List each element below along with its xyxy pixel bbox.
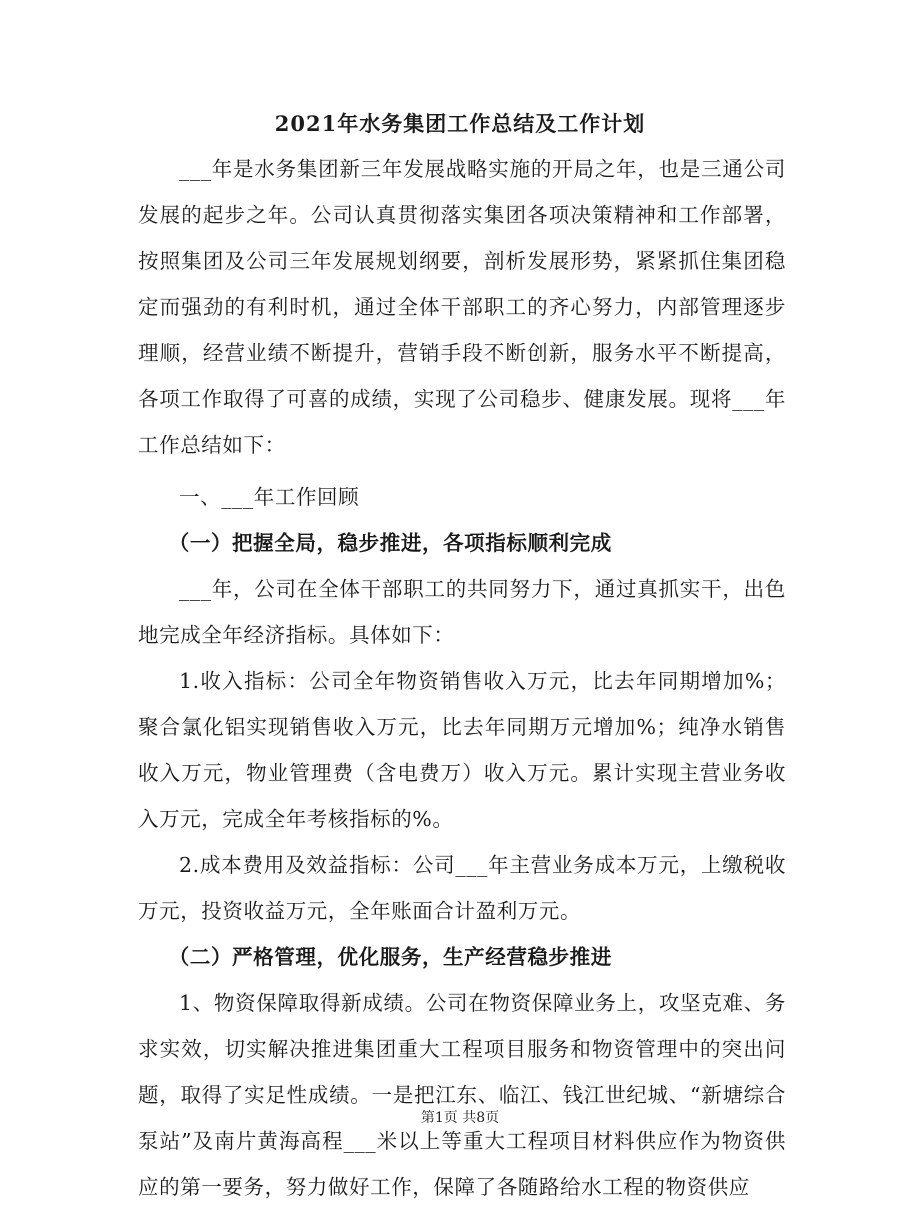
intro-paragraph: ___年是水务集团新三年发展战略实施的开局之年，也是三通公司发展的起步之年。公司认真贯彻落实集团各项决策精神和工作部署，按照集团及公司三年发展规划纲要，剖析发展形势，紧紧抓住集团稳定而强劲的有利时机，通过全体干部职工的齐心努力，内部管理逐步理顺，经营业绩不断提升，营销手段不断创新，服务水平不断提高，各项工作取得了可喜的成绩，实现了公司稳步、健康发展。现将___年工作总结如下：: [138, 157, 786, 457]
document-title: 2021年水务集团工作总结及工作计划: [274, 111, 646, 136]
subsection-heading-1: （一）把握全局，稳步推进，各项指标顺利完成: [168, 531, 612, 555]
paragraph-overview: ___年，公司在全体干部职工的共同努力下，通过真抓实干，出色地完成全年经济指标。具体如下：: [138, 577, 786, 647]
section-heading-review: 一、___年工作回顾: [179, 485, 360, 509]
document-body: [138, 146, 786, 1210]
paragraph-income-indicators: 1.收入指标：公司全年物资销售收入万元，比去年同期增加%；聚合氯化铝实现销售收入万元，比去年同期万元增加%；纯净水销售收入万元，物业管理费（含电费万）收入万元。累计实现主营业务收入万元，完成全年考核指标的%。: [138, 669, 786, 831]
paragraph-cost-indicators: 2.成本费用及效益指标：公司___年主营业务成本万元，上缴税收万元，投资收益万元，全年账面合计盈利万元。: [138, 853, 786, 923]
page-number-footer: 第1页 共8页: [420, 1110, 500, 1126]
subsection-heading-2: （二）严格管理，优化服务，生产经营稳步推进: [168, 945, 612, 969]
paragraph-material-supply: 1、物资保障取得新成绩。公司在物资保障业务上，攻坚克难、务求实效，切实解决推进集团重大工程项目服务和物资管理中的突出问题，取得了实足性成绩。一是把江东、临江、钱江世纪城、“新塘综合泵站”及南片黄海高程___米以上等重大工程项目材料供应作为物资供应的第一要务，努力做好工作，保障了各随路给水工程的物资供应: [138, 991, 786, 1199]
